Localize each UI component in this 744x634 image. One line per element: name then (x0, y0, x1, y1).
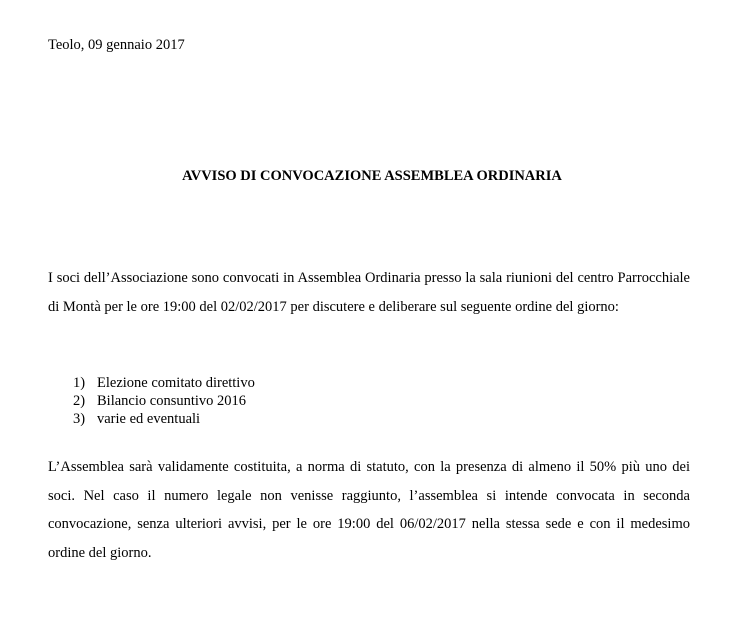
agenda-item (73, 374, 255, 392)
agenda-item (73, 392, 255, 410)
validity-paragraph: L’Assemblea sarà validamente costituita, a norma di statuto, con la presenza di almeno il 50% più uno dei soci. Nel caso il numero legale non venisse raggiunto, l’assemblea si intende convocata in seconda convocazione, senza ulteriori avvisi, per le ore 19:00 del 06/02/2017 nella stessa sede e con il medesimo ordine del giorno. (48, 459, 690, 561)
agenda-list (73, 374, 255, 428)
document-title: AVVISO DI CONVOCAZIONE ASSEMBLEA ORDINARIA (182, 168, 562, 184)
agenda-item (73, 410, 255, 428)
agenda-item-text: varie ed eventuali (97, 411, 201, 427)
agenda-item-text: Bilancio consuntivo 2016 (97, 393, 247, 409)
date-line: Teolo, 09 gennaio 2017 (48, 37, 185, 53)
agenda-item-number: 1) (73, 375, 86, 391)
agenda-item-text: Elezione comitato direttivo (97, 375, 255, 391)
agenda-item-number: 2) (73, 393, 86, 409)
agenda-item-number: 3) (73, 411, 86, 427)
convocation-paragraph: I soci dell’Associazione sono convocati in Assemblea Ordinaria presso la sala riunioni del centro Parrocchiale di Montà per le ore 19:00 del 02/02/2017 per discutere e deliberare sul seguente ordine del giorno: (48, 270, 690, 315)
